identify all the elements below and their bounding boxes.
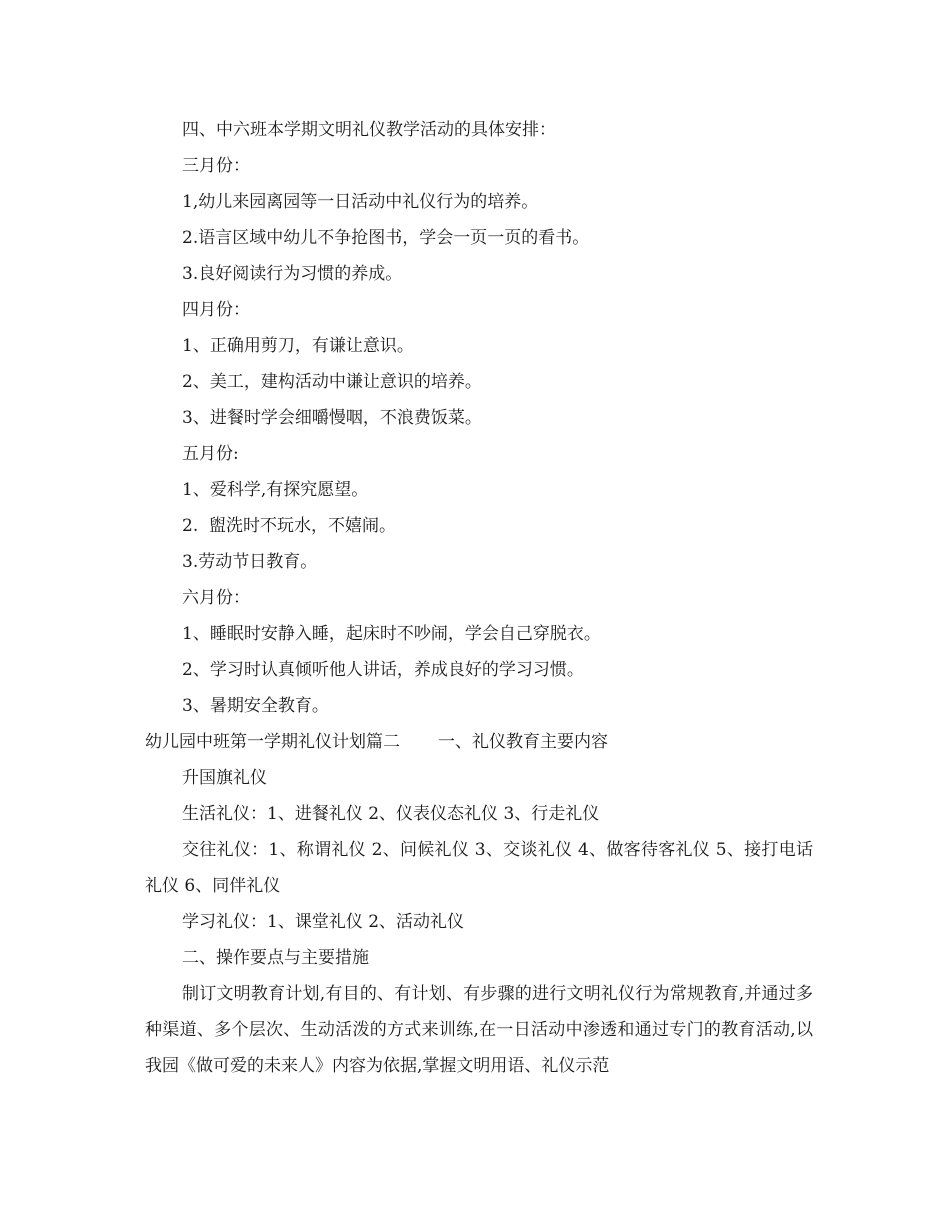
list-item: 3、进餐时学会细嚼慢咽，不浪费饭菜。 bbox=[182, 408, 482, 428]
list-item: 3.劳动节日教育。 bbox=[182, 552, 318, 572]
section-heading: 一、礼仪教育主要内容 bbox=[438, 732, 608, 752]
list-item: 2、学习时认真倾听他人讲话，养成良好的学习习惯。 bbox=[182, 660, 584, 680]
month-heading-may: 五月份: bbox=[182, 444, 239, 464]
content-item-study: 学习礼仪：1、课堂礼仪 2、活动礼仪 bbox=[182, 912, 465, 932]
month-heading-march: 三月份： bbox=[182, 156, 250, 176]
article-title: 幼儿园中班第一学期礼仪计划篇二 bbox=[145, 732, 400, 752]
list-item: 3.良好阅读行为习惯的养成。 bbox=[182, 264, 403, 284]
list-item: 1、正确用剪刀，有谦让意识。 bbox=[182, 336, 414, 356]
list-item: 1,幼儿来园离园等一日活动中礼仪行为的培养。 bbox=[182, 192, 539, 212]
list-item: 2.语言区域中幼儿不争抢图书，学会一页一页的看书。 bbox=[182, 228, 590, 248]
content-item-flag: 升国旗礼仪 bbox=[182, 768, 267, 788]
content-item-social: 交往礼仪：1、称谓礼仪 2、问候礼仪 3、交谈礼仪 4、做客待客礼仪 5、接打电话礼仪 6、同伴礼仪 bbox=[145, 840, 813, 896]
list-item: 3、暑期安全教育。 bbox=[182, 696, 329, 716]
section-heading: 四、中六班本学期文明礼仪教学活动的具体安排： bbox=[182, 120, 556, 140]
body-paragraph: 制订文明教育计划,有目的、有计划、有步骤的进行文明礼仪行为常规教育,并通过多种渠道、多个层次、生动活泼的方式来训练,在一日活动中渗透和通过专门的教育活动,以我园《做可爱的未来人》内容为依据,掌握文明用语、礼仪示范 bbox=[145, 984, 813, 1076]
list-item: 2、美工，建构活动中谦让意识的培养。 bbox=[182, 372, 482, 392]
document-body bbox=[145, 112, 813, 1084]
list-item: 2. 盥洗时不玩水，不嬉闹。 bbox=[182, 516, 397, 536]
month-heading-june: 六月份： bbox=[182, 588, 250, 608]
section-heading: 二、操作要点与主要措施 bbox=[182, 948, 369, 968]
list-item: 1、爱科学,有探究愿望。 bbox=[182, 480, 369, 500]
content-item-life: 生活礼仪：1、进餐礼仪 2、仪表仪态礼仪 3、行走礼仪 bbox=[182, 804, 600, 824]
month-heading-april: 四月份： bbox=[182, 300, 250, 320]
list-item: 1、睡眠时安静入睡，起床时不吵闹，学会自己穿脱衣。 bbox=[182, 624, 601, 644]
article-title-line bbox=[145, 724, 813, 760]
